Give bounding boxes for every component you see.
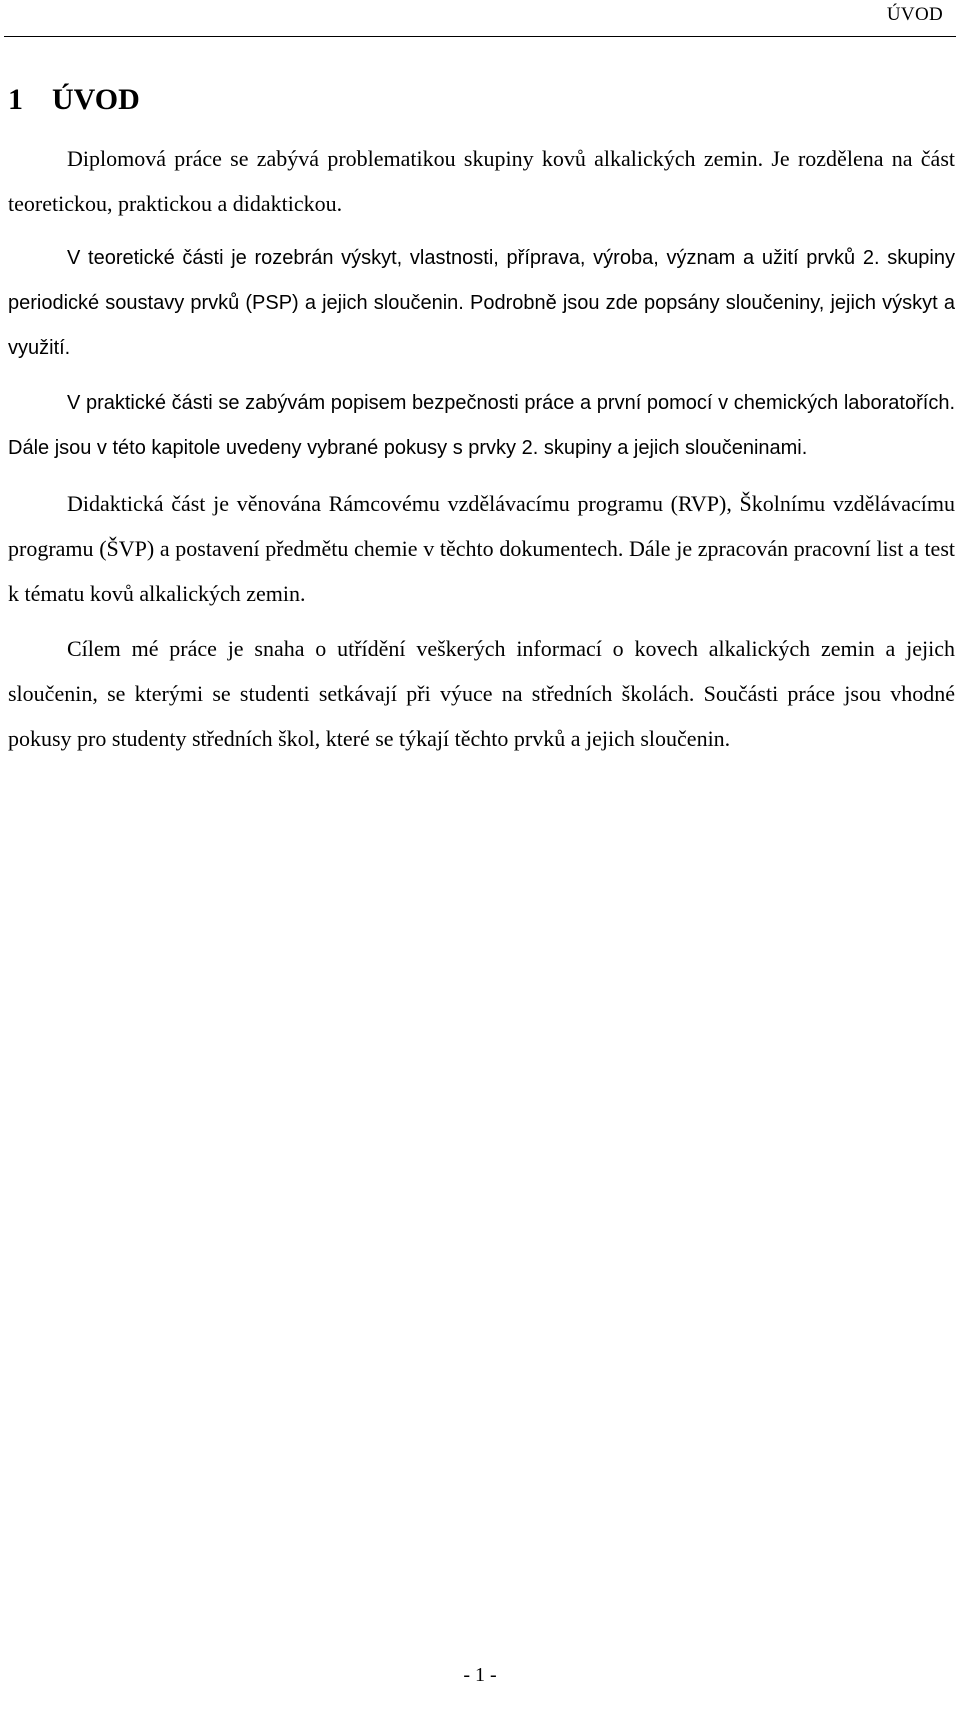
paragraph-intro: Diplomová práce se zabývá problematikou skupiny kovů alkalických zemin. Je rozdělena na část teoretickou, praktickou a didaktickou. bbox=[8, 146, 955, 216]
body-text bbox=[8, 136, 955, 771]
paragraph-didactics: Didaktická část je věnována Rámcovému vzdělávacímu programu (RVP), Školnímu vzdělávacímu programu (ŠVP) a postavení předmětu chemie v těchto dokumentech. Dále je zpracován pracovní list a test k tématu kovů alkalických zemin. bbox=[8, 491, 955, 606]
header-rule bbox=[4, 36, 956, 37]
paragraph-practice: V praktické části se zabývám popisem bezpečnosti práce a první pomocí v chemických laboratořích. Dále jsou v této kapitole uvedeny vybrané pokusy s prvky 2. skupiny a jejich sloučeninami. bbox=[8, 392, 955, 459]
chapter-title: ÚVOD bbox=[52, 83, 140, 116]
page-number: - 1 - bbox=[463, 1664, 497, 1686]
paragraph-theory: V teoretické části je rozebrán výskyt, vlastnosti, příprava, výroba, význam a užití prvků 2. skupiny periodické soustavy prvků (PSP) a jejich sloučenin. Podrobně jsou zde popsány sloučeniny, jejich výskyt a využití. bbox=[8, 247, 955, 359]
paragraph-goal: Cílem mé práce je snaha o utřídění veškerých informací o kovech alkalických zemin a jejich sloučenin, se kterými se studenti setkávají při výuce na středních školách. Součásti práce jsou vhodné pokusy pro studenty středních škol, které se týkají těchto prvků a jejich sloučenin. bbox=[8, 636, 955, 751]
chapter-number: 1 bbox=[8, 83, 23, 116]
chapter-heading bbox=[8, 78, 140, 122]
running-header: ÚVOD bbox=[886, 4, 943, 25]
